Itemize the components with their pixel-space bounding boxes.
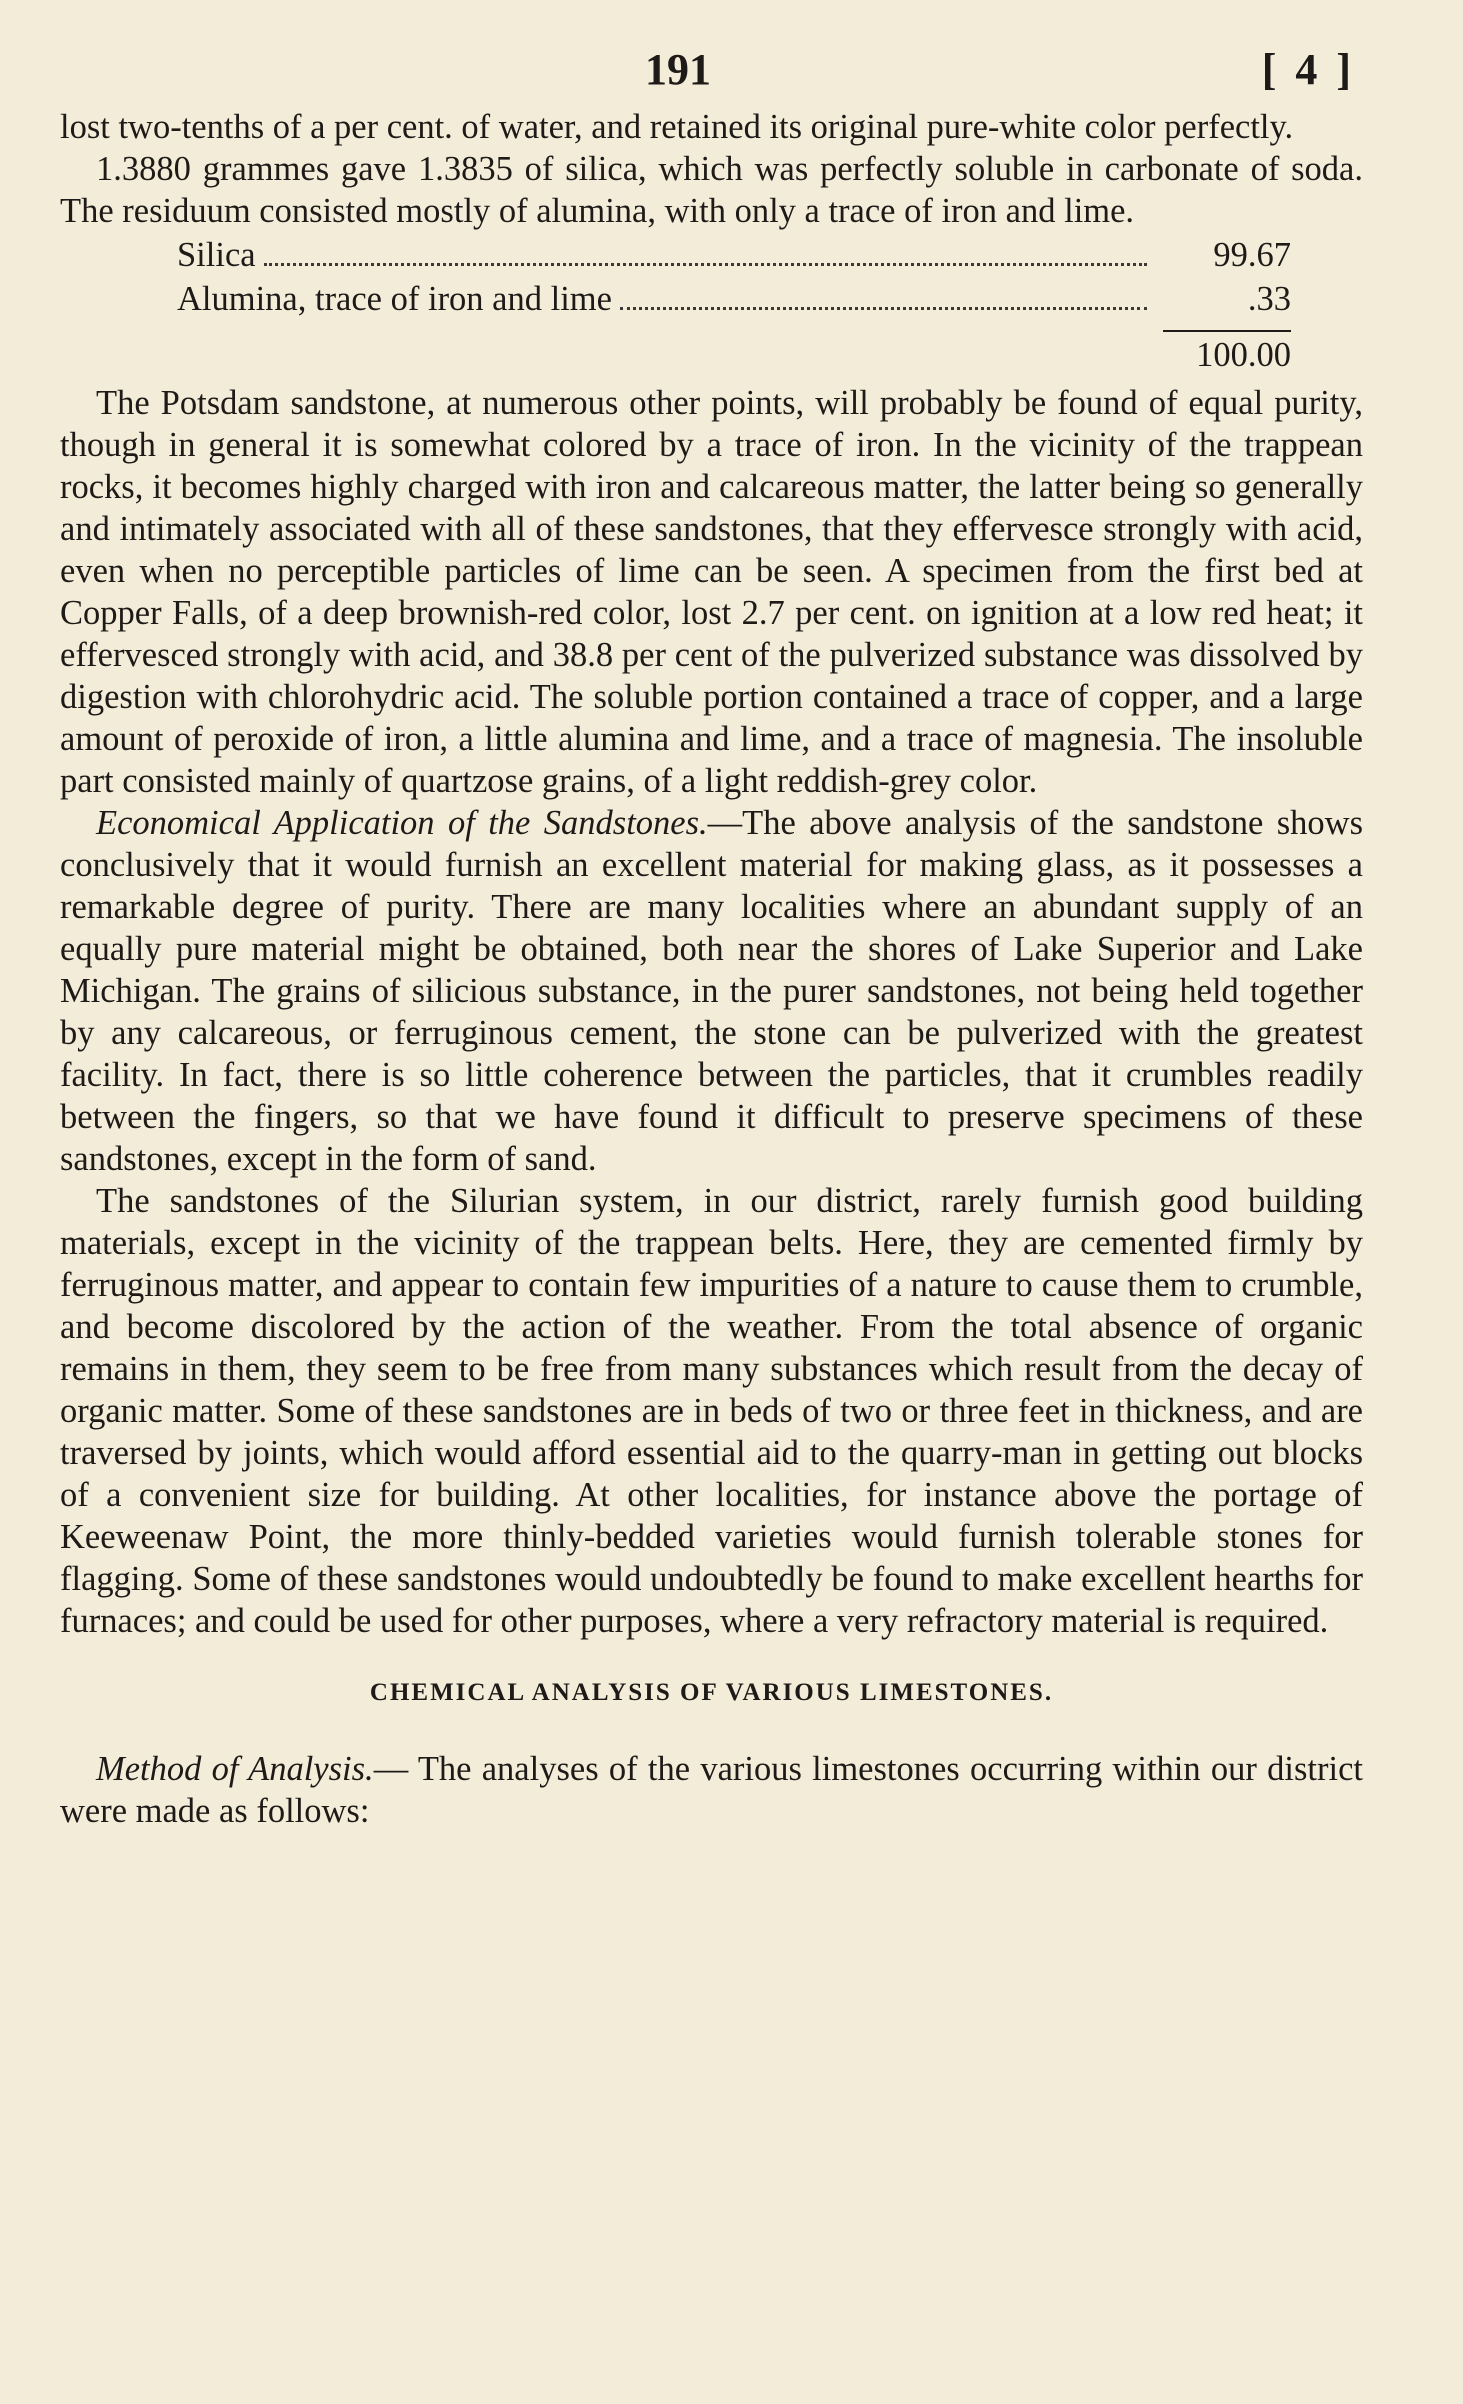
- analysis-label: Alumina, trace of iron and lime: [177, 280, 612, 318]
- document-body: [60, 106, 1363, 1832]
- paragraph-silurian-sandstones: The sandstones of the Silurian system, in our district, rarely furnish good building materials, except in the vicinity of the trappean belts. Here, they are cemented firmly by ferruginous matter, and appear to contain few impurities of a nature to cause them to crumble, and become discolored by the action of the weather. From the total absence of organic remains in them, they seem to be free from many substances which result from the decay of organic matter. Some of these sandstones are in beds of two or three feet in thickness, and are traversed by joints, which would afford essential aid to the quarry-man in getting out blocks of a convenient size for building. At other localities, for instance above the portage of Keeweenaw Point, the more thinly-bedded varieties would furnish tolerable stones for flagging. Some of these sandstones would undoubtedly be found to make excellent hearths for furnaces; and could be used for other purposes, where a very refractory material is required.: [60, 1182, 1363, 1640]
- analysis-label: Silica: [177, 236, 256, 274]
- dotted-leader: [264, 263, 1147, 266]
- analysis-value: .33: [1247, 280, 1291, 318]
- paragraph-method-of-analysis: [60, 1748, 1363, 1832]
- analysis-row-alumina: [177, 278, 1291, 322]
- paragraph-potsdam-sandstone: The Potsdam sandstone, at numerous other points, will probably be found of equal purity, though in general it is somewhat colored by a trace of iron. In the vicinity of the trappean rocks, it becomes highly charged with iron and calcareous matter, the latter being so generally and intimately associated with all of these sandstones, that they effervesce strongly with acid, even when no perceptible particles of lime can be seen. A specimen from the first bed at Copper Falls, of a deep brownish-red color, lost 2.7 per cent. on ignition at a low red heat; it effervesced strongly with acid, and 38.8 per cent of the pulverized substance was dissolved by digestion with chlorohydric acid. The soluble portion contained a trace of copper, and a large amount of peroxide of iron, a little alumina and lime, and a trace of magnesia. The insoluble part consisted mainly of quartzose grains, of a light reddish-grey color.: [60, 384, 1363, 800]
- paragraph-silica-result: 1.3880 grammes gave 1.3835 of silica, which was perfectly soluble in carbonate of soda. The residuum consisted mostly of alumina, with only a trace of iron and lime.: [60, 150, 1363, 230]
- paragraph-economical-application: [60, 802, 1363, 1180]
- analysis-table: [177, 234, 1291, 382]
- page-number: 191: [645, 45, 711, 94]
- analysis-row-silica: [177, 234, 1291, 278]
- analysis-value: 99.67: [1213, 236, 1291, 274]
- page-header: [60, 44, 1363, 106]
- analysis-total: 100.00: [1163, 330, 1291, 382]
- paragraph-water-loss: lost two-tenths of a per cent. of water, and retained its original pure-white color perfectly.: [60, 108, 1294, 146]
- section-title-economical-application: Economical Application of the Sandstones.: [96, 804, 708, 842]
- dotted-leader: [620, 307, 1147, 310]
- analysis-total-row: [177, 330, 1291, 382]
- section-title-method-of-analysis: Method of Analysis.: [96, 1750, 374, 1788]
- paragraph-method-of-analysis-body: — The analyses of the various limestones occurring within our district were made as follows:: [60, 1750, 1363, 1830]
- section-heading-limestones: CHEMICAL ANALYSIS OF VARIOUS LIMESTONES.: [369, 1679, 1054, 1706]
- paragraph-economical-application-body: —The above analysis of the sandstone shows conclusively that it would furnish an excellent material for making glass, as it possesses a remarkable degree of purity. There are many localities where an abundant supply of an equally pure material might be obtained, both near the shores of Lake Superior and Lake Michigan. The grains of silicious substance, in the purer sandstones, not being held together by any calcareous, or ferruginous cement, the stone can be pulverized with the greatest facility. In fact, there is so little coherence between the particles, that it crumbles readily between the fingers, so that we have found it difficult to preserve specimens of these sandstones, except in the form of sand.: [60, 804, 1363, 1178]
- document-number: [ 4 ]: [1261, 45, 1355, 94]
